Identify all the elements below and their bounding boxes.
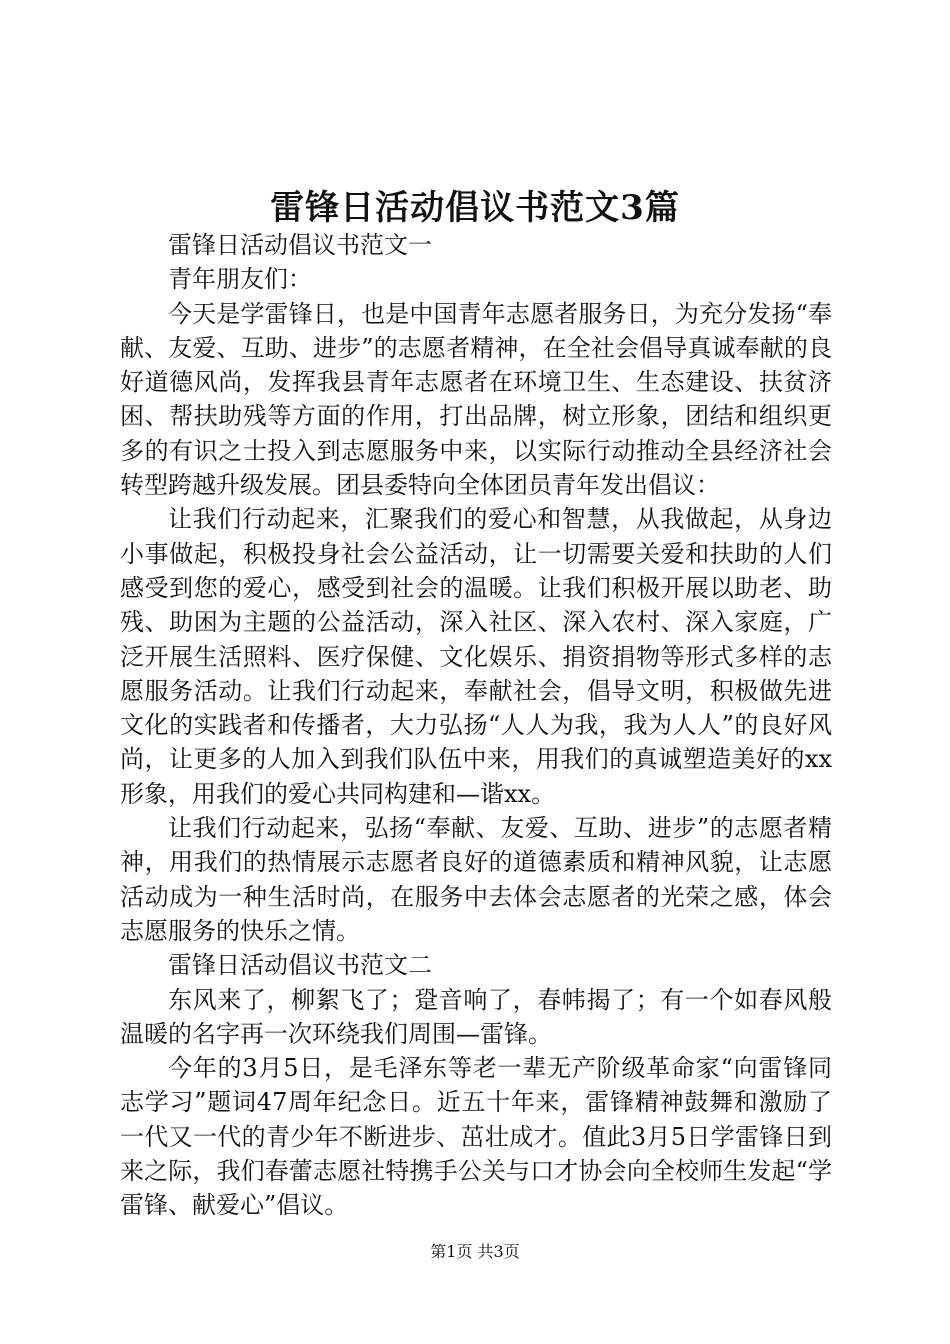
paragraph: 让我们行动起来，汇聚我们的爱心和智慧，从我做起，从身边小事做起，积极投身社会公益活动，让一切需要关爱和扶助的人们感受到您的爱心，感受到社会的温暖。让我们积极开展以助老、助残、助困为主题的公益活动，深入社区、深入农村、深入家庭，广泛开展生活照料、医疗保健、文化娱乐、捐资捐物等形式多样的志愿服务活动。让我们行动起来，奉献社会，倡导文明，积极做先进文化的实践者和传播者，大力弘扬“人人为我，我为人人”的良好风尚，让更多的人加入到我们队伍中来，用我们的真诚塑造美好的xx形象，用我们的爱心共同构建和—谐xx。 [120, 505, 832, 808]
document-title: 雷锋日活动倡议书范文3篇 [270, 188, 680, 228]
section-heading-1: 雷锋日活动倡议书范文一 [168, 231, 432, 259]
salutation: 青年朋友们： [168, 265, 312, 294]
paragraph: 东风来了，柳絮飞了；跫音响了，春帏揭了；有一个如春风般温暖的名字再一次环绕我们周围—雷锋。 [120, 985, 832, 1048]
paragraph: 今天是学雷锋日，也是中国青年志愿者服务日，为充分发扬“奉献、友爱、互助、进步”的志愿者精神，在全社会倡导真诚奉献的良好道德风尚，发挥我县青年志愿者在环境卫生、生态建设、扶贫济困、帮扶助残等方面的作用，打出品牌，树立形象，团结和组织更多的有识之士投入到志愿服务中来，以实际行动推动全县经济社会转型跨越升级发展。团县委特向全体团员青年发出倡议： [120, 299, 832, 500]
section-heading-2: 雷锋日活动倡议书范文二 [168, 951, 432, 980]
document-body [120, 228, 832, 1223]
page-footer: 第1页 共3页 [430, 1242, 520, 1261]
paragraph: 今年的3月5日，是毛泽东等老一辈无产阶级革命家“向雷锋同志学习”题词47周年纪念日。近五十年来，雷锋精神鼓舞和激励了一代又一代的青少年不断进步、茁壮成才。值此3月5日学雷锋日到来之际，我们春蕾志愿社特携手公关与口才协会向全校师生发起“学雷锋、献爱心”倡议。 [120, 1054, 832, 1220]
paragraph: 让我们行动起来，弘扬“奉献、友爱、互助、进步”的志愿者精神，用我们的热情展示志愿者良好的道德素质和精神风貌，让志愿活动成为一种生活时尚，在服务中去体会志愿者的光荣之感，体会志愿服务的快乐之情。 [120, 814, 832, 945]
